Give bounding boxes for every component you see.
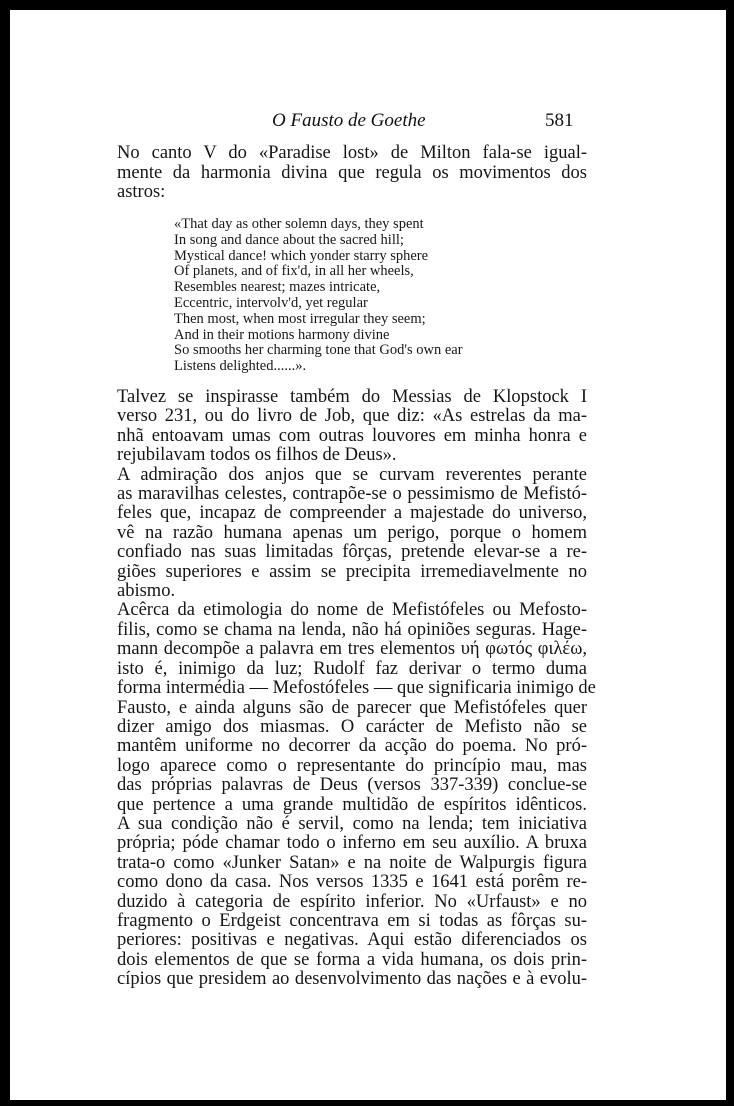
quote-line: Listens delighted......». [174,358,307,375]
text-line: própria; póde chamar todo o inferno em seu auxílio. A bruxa [117,833,587,854]
milton-quotation [174,217,463,375]
text-line: rejubilavam todos os filhos de Deus». [117,445,397,466]
text-line: filis, como se chama na lenda, não há opiniões seguras. Hage- [117,619,587,640]
page-number: 581 [545,110,574,131]
intro-line: mente da harmonia divina que regula os movimentos dos [117,162,587,183]
text-line: das próprias palavras de Deus (versos 337-339) conclue-se [117,775,587,796]
text-line: mann decompõe a palavra em tres elementos υή φωτός φιλέω, [117,639,587,660]
text-line: trata-o como «Junker Satan» e na noite de Walpurgis figura [117,852,587,873]
text-line: como dono da casa. Nos versos 1335 e 1641 está porêm re- [117,872,587,893]
text-line: confiado nas suas limitadas fôrças, pretende elevar-se a re- [117,542,587,563]
body-text [117,387,596,990]
quote-line: So smooths her charming tone that God's own ear [174,342,463,359]
text-line: giões superiores e assim se precipita irremediavelmente no [117,561,587,582]
intro-line: astros: [117,182,166,202]
quote-line: Of planets, and of fix'd, in all her wheels, [174,263,414,280]
quote-line: Then most, when most irregular they seem; [174,310,426,327]
paragraph-etimologia [117,600,596,990]
text-line: vê na razão humana apenas um perigo, porque o homem [117,522,587,543]
quote-line: And in their motions harmony divine [174,326,390,343]
text-line: periores: positivas e negativas. Aqui estão diferenciados os [117,930,587,951]
text-line: verso 231, ou do livro de Job, que diz: «As estrelas da ma- [117,406,587,427]
text-line: Talvez se inspirasse também do Messias de Klopstock I [117,387,587,407]
paragraph-admiracao [117,466,587,602]
text-line: duzido à categoria de espírito inferior. No «Urfaust» e no [117,891,587,912]
text-line: A admiração dos anjos que se curvam reverentes perante [117,464,587,485]
text-line: as maravilhas celestes, contrapõe-se o pessimismo de Mefistó- [117,484,587,505]
text-line: Fausto, e ainda alguns são de parecer que Mefistófeles quer [117,697,587,718]
text-line: mantêm uniforme no decorrer da acção do poema. No pró- [117,736,587,757]
book-page [10,10,726,1100]
text-line: fragmento o Erdgeist concentrava em si todas as fôrças su- [117,910,587,931]
text-line: Acêrca da etimologia do nome de Mefistófeles ou Mefosto- [117,600,587,621]
quote-line: Eccentric, intervolv'd, yet regular [174,294,368,311]
quote-line: Resembles nearest; mazes intricate, [174,279,381,296]
text-line: cípios que presidem ao desenvolvimento das nações e à evolu- [117,969,587,990]
text-line: que pertence a uma grande multidão de espíritos idênticos. [117,794,587,815]
text-line: nhã entoavam umas com outras louvores em minha honra e [117,425,587,446]
intro-line: No canto V do «Paradise lost» de Milton fala-se igual- [117,143,587,163]
paragraph-klopstock [117,388,587,466]
text-line: A sua condição não é servil, como na lenda; tem iniciativa [117,813,587,834]
text-line: forma intermédia — Mefostófeles — que significaria inimigo de [117,678,596,699]
text-line: dois elementos de que se forma a vida humana, os dois prin- [117,949,587,970]
quote-line: «That day as other solemn days, they spent [174,216,424,232]
text-line: isto é, inimigo da luz; Rudolf faz derivar o termo duma [117,658,587,679]
quote-line: In song and dance about the sacred hill; [174,231,404,248]
running-head-title: O Fausto de Goethe [272,110,426,131]
quote-line: Mystical dance! which yonder starry sphere [174,247,429,264]
text-line: abismo. [117,581,176,602]
text-line: feles que, incapaz de compreender a majestade do universo, [117,503,587,524]
intro-paragraph [117,144,587,203]
text-line: logo aparece como o representante do princípio mau, mas [117,755,587,776]
text-line: dizer amigo dos miasmas. O carácter de Mefisto não se [117,716,587,737]
